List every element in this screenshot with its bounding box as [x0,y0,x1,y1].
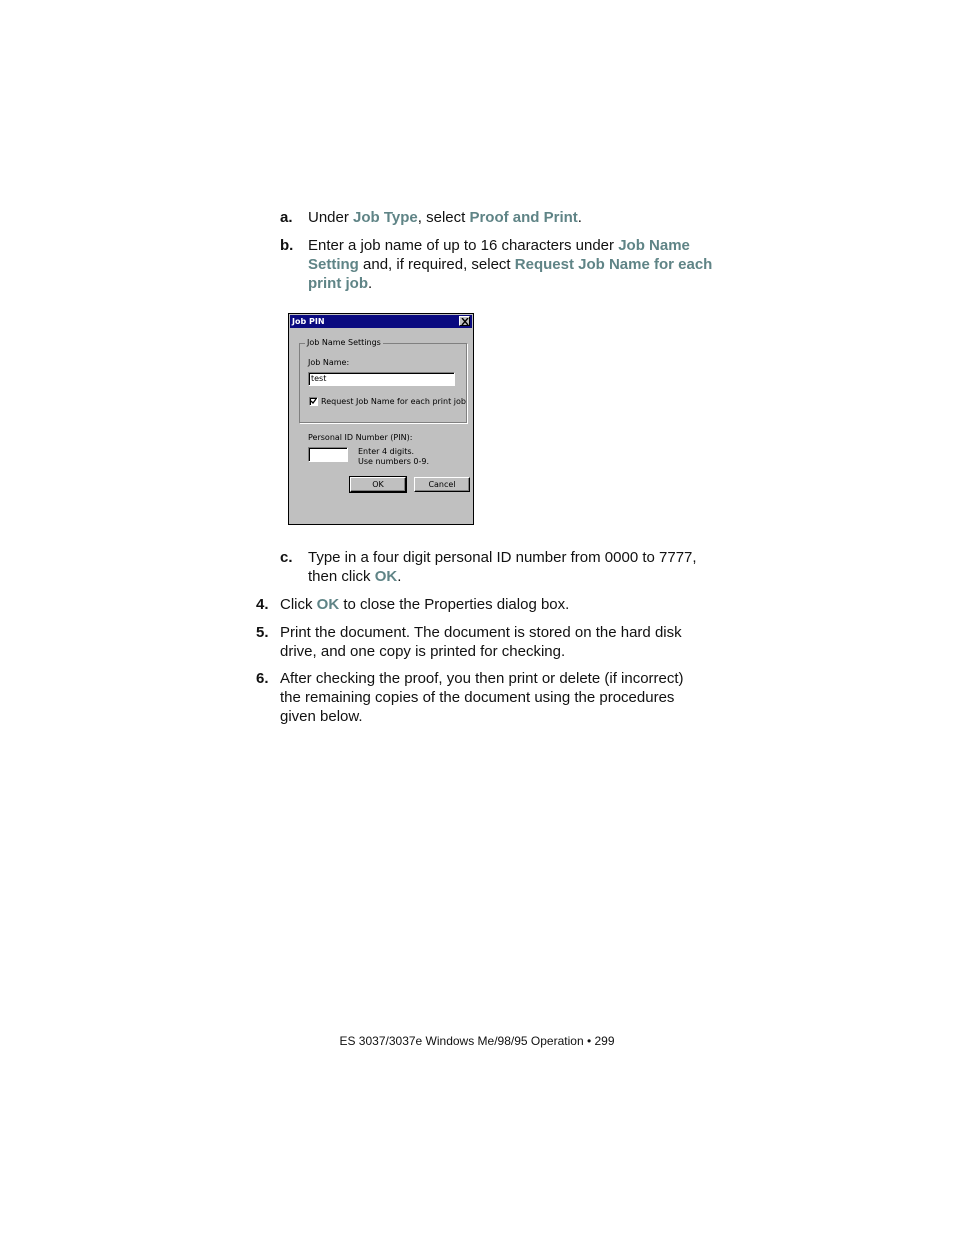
keyword-job-type: Job Type [353,209,418,226]
keyword-ok: OK [316,596,340,613]
step-text: Enter a job name of up to 16 characters under Job Name Setting and, if required, select Request Job Name for each print job. [308,237,713,292]
dialog-title-bar [290,315,472,328]
job-name-input[interactable]: test [308,372,455,386]
step-marker: c. [280,549,293,566]
page-footer: ES 3037/3037e Windows Me/98/95 Operation • 299 [339,1034,615,1048]
close-icon [461,318,469,325]
keyword-proof-and-print: Proof and Print [469,209,578,226]
request-job-name-checkbox[interactable] [309,397,318,406]
step-text: Under Job Type, select Proof and Print. [308,209,582,226]
keyword-ok: OK [374,568,398,585]
pin-label: Personal ID Number (PIN): [308,433,413,442]
step-text: Type in a four digit personal ID number from 0000 to 7777, then click OK. [308,549,697,585]
dialog-title: Job PIN [292,317,325,326]
pin-hint-digits: Enter 4 digits. [358,447,415,456]
step-text: After checking the proof, you then print or delete (if incorrect) the remaining copies of the document using the procedures given below. [280,670,684,725]
cancel-button[interactable]: Cancel [414,477,470,492]
check-icon [310,398,317,405]
step-marker: 5. [256,624,269,641]
pin-hint-numbers: Use numbers 0-9. [358,457,430,466]
step-marker: b. [280,237,294,254]
pin-input[interactable] [308,447,348,462]
close-button[interactable] [459,316,470,326]
keyword-request-job-name: Request Job Name for each [514,256,713,273]
step-marker: 4. [256,596,269,613]
step-marker: a. [280,209,293,226]
step-marker: 6. [256,670,269,687]
ok-button[interactable]: OK [350,477,406,492]
job-name-label: Job Name: [308,358,350,367]
job-pin-dialog [288,313,474,525]
keyword-job-name-setting: Job Name [618,237,690,254]
job-name-settings-group [299,338,467,423]
step-text: Click OK to close the Properties dialog box. [280,596,570,613]
group-label: Job Name Settings [307,338,381,347]
request-job-name-label: Request Job Name for each print job [321,397,466,406]
step-text: Print the document. The document is stored on the hard disk drive, and one copy is printed for checking. [280,624,682,660]
